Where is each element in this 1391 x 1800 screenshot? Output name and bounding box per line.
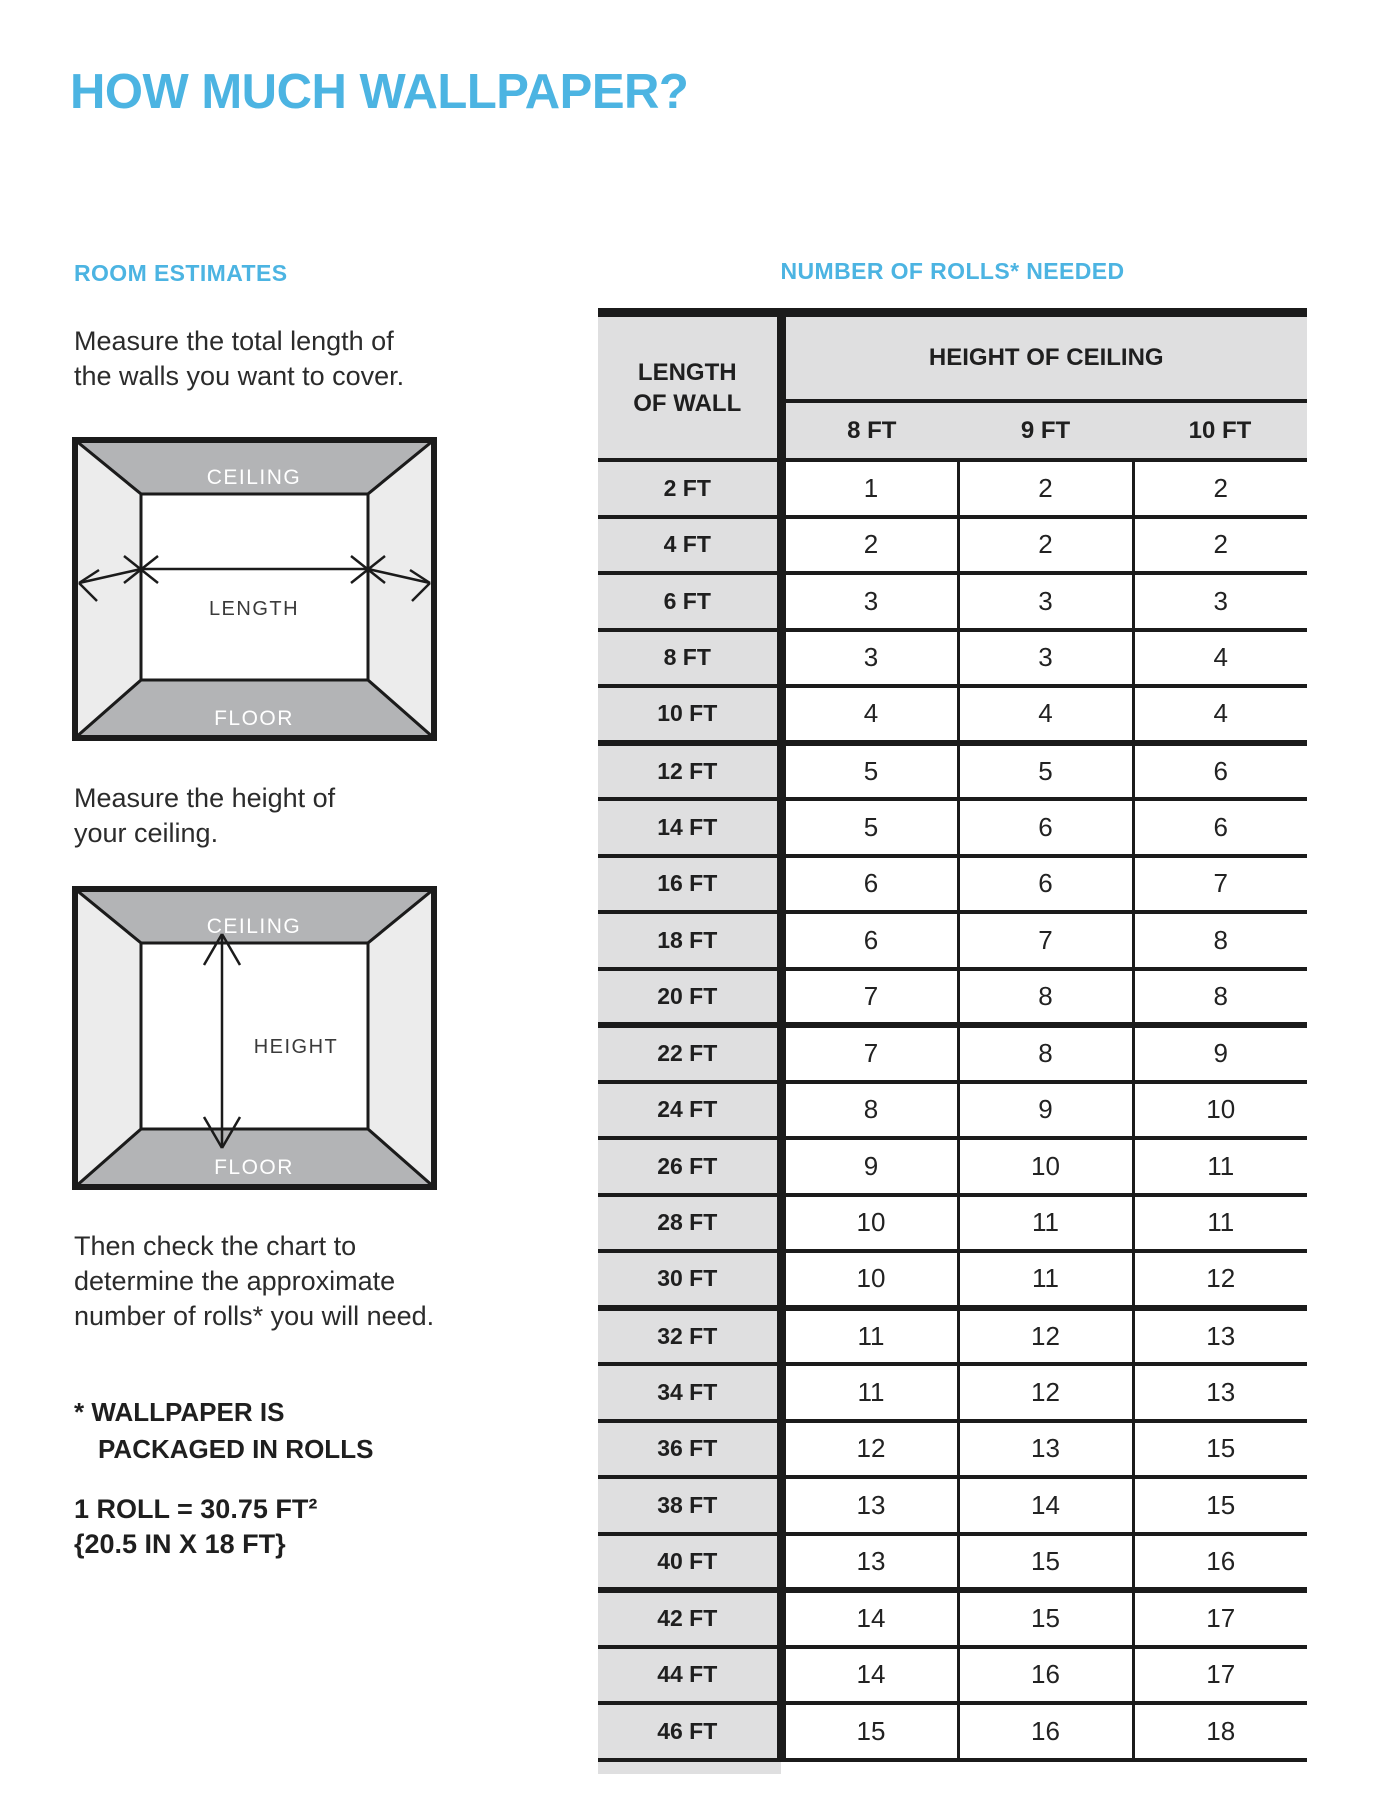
roll-count-cell: 12 xyxy=(781,1421,958,1478)
roll-count-cell: 6 xyxy=(1133,799,1307,856)
roll-count-cell: 15 xyxy=(1133,1477,1307,1534)
roll-count-cell: 18 xyxy=(1133,1703,1307,1760)
table-row xyxy=(598,1308,1307,1365)
table-row xyxy=(598,1534,1307,1591)
instruction-line: Measure the total length of xyxy=(74,326,394,356)
table-row xyxy=(598,1082,1307,1139)
roll-count-cell: 12 xyxy=(958,1364,1133,1421)
wall-length-label: 38 FT xyxy=(598,1477,781,1534)
roll-count-cell: 4 xyxy=(1133,630,1307,687)
roll-count-cell: 5 xyxy=(781,743,958,800)
roll-count-cell: 5 xyxy=(958,743,1133,800)
roll-count-cell: 14 xyxy=(781,1590,958,1647)
roll-count-cell: 1 xyxy=(781,460,958,517)
roll-count-cell: 13 xyxy=(958,1421,1133,1478)
roll-count-cell: 6 xyxy=(958,856,1133,913)
table-row xyxy=(598,799,1307,856)
roll-size-info xyxy=(74,1492,317,1562)
ceiling-label: CEILING xyxy=(206,466,302,489)
roll-count-cell: 17 xyxy=(1133,1647,1307,1704)
roll-count-cell: 13 xyxy=(1133,1364,1307,1421)
table-row xyxy=(598,1590,1307,1647)
roll-count-cell: 6 xyxy=(781,912,958,969)
wall-length-label: 36 FT xyxy=(598,1421,781,1478)
wall-length-label: 12 FT xyxy=(598,743,781,800)
roll-count-cell: 4 xyxy=(1133,686,1307,743)
table-row xyxy=(598,912,1307,969)
wall-length-label: 30 FT xyxy=(598,1251,781,1308)
height-room-diagram xyxy=(72,886,437,1190)
table-row xyxy=(598,1138,1307,1195)
roll-count-cell: 15 xyxy=(958,1534,1133,1591)
wall-length-label: 2 FT xyxy=(598,460,781,517)
table-row xyxy=(598,969,1307,1026)
roll-count-cell: 11 xyxy=(958,1251,1133,1308)
roll-count-cell: 5 xyxy=(781,799,958,856)
table-body xyxy=(598,460,1307,1760)
table-row xyxy=(598,1421,1307,1478)
roll-count-cell: 2 xyxy=(958,517,1133,574)
roll-count-cell: 13 xyxy=(781,1534,958,1591)
roll-count-cell: 17 xyxy=(1133,1590,1307,1647)
roll-count-cell: 8 xyxy=(958,969,1133,1026)
roll-count-cell: 8 xyxy=(781,1082,958,1139)
roll-count-cell: 11 xyxy=(958,1195,1133,1252)
height-of-ceiling-header: HEIGHT OF CEILING xyxy=(781,313,1307,402)
height-label: HEIGHT xyxy=(253,1036,339,1058)
wall-length-label: 34 FT xyxy=(598,1364,781,1421)
roll-count-cell: 16 xyxy=(1133,1534,1307,1591)
back-wall xyxy=(141,494,368,680)
roll-count-cell: 6 xyxy=(781,856,958,913)
table-row xyxy=(598,1703,1307,1760)
wall-length-label: 20 FT xyxy=(598,969,781,1026)
roll-count-cell: 10 xyxy=(958,1138,1133,1195)
roll-count-cell: 3 xyxy=(781,630,958,687)
roll-count-cell: 15 xyxy=(1133,1421,1307,1478)
table-row xyxy=(598,1025,1307,1082)
footnote-line: * WALLPAPER IS xyxy=(74,1397,285,1427)
wall-length-label: 42 FT xyxy=(598,1590,781,1647)
table-row xyxy=(598,1647,1307,1704)
instruction-line: Measure the height of xyxy=(74,783,336,813)
wall-length-label: 40 FT xyxy=(598,1534,781,1591)
wall-length-label: 6 FT xyxy=(598,573,781,630)
table-row xyxy=(598,856,1307,913)
roll-count-cell: 3 xyxy=(781,573,958,630)
floor-label: FLOOR xyxy=(214,1156,294,1179)
table-row xyxy=(598,743,1307,800)
wall-length-label: 14 FT xyxy=(598,799,781,856)
wall-length-label: 44 FT xyxy=(598,1647,781,1704)
roll-count-cell: 11 xyxy=(781,1308,958,1365)
roll-count-cell: 14 xyxy=(781,1647,958,1704)
instruction-line: your ceiling. xyxy=(74,818,219,848)
table-row xyxy=(598,630,1307,687)
roll-count-cell: 9 xyxy=(781,1138,958,1195)
wall-length-label: 24 FT xyxy=(598,1082,781,1139)
roll-count-cell: 7 xyxy=(1133,856,1307,913)
roll-count-cell: 7 xyxy=(781,1025,958,1082)
roll-count-cell: 8 xyxy=(958,1025,1133,1082)
roll-count-cell: 7 xyxy=(958,912,1133,969)
instruction-line: the walls you want to cover. xyxy=(74,361,405,391)
roll-count-cell: 10 xyxy=(781,1195,958,1252)
roll-count-cell: 11 xyxy=(781,1364,958,1421)
page-title: HOW MUCH WALLPAPER? xyxy=(70,65,689,119)
wall-length-label: 8 FT xyxy=(598,630,781,687)
wall-length-label: 32 FT xyxy=(598,1308,781,1365)
roll-count-cell: 8 xyxy=(1133,912,1307,969)
header-line: LENGTH xyxy=(637,358,737,386)
roll-count-cell: 15 xyxy=(958,1590,1133,1647)
wall-length-label: 16 FT xyxy=(598,856,781,913)
roll-count-cell: 8 xyxy=(1133,969,1307,1026)
roll-count-cell: 12 xyxy=(958,1308,1133,1365)
table-row xyxy=(598,686,1307,743)
roll-count-cell: 10 xyxy=(1133,1082,1307,1139)
roll-count-cell: 11 xyxy=(1133,1138,1307,1195)
ceiling-label: CEILING xyxy=(206,915,302,938)
column-header-9ft: 9 FT xyxy=(958,401,1133,460)
column-header-8ft: 8 FT xyxy=(781,401,958,460)
roll-count-cell: 7 xyxy=(781,969,958,1026)
wall-length-label: 28 FT xyxy=(598,1195,781,1252)
length-label: LENGTH xyxy=(208,598,300,620)
roll-count-cell: 4 xyxy=(958,686,1133,743)
roll-size-line: 1 ROLL = 30.75 FT² xyxy=(74,1494,318,1524)
instruction-line: number of rolls* you will need. xyxy=(74,1301,435,1331)
roll-count-cell: 16 xyxy=(958,1647,1133,1704)
table-gray-stub xyxy=(598,1762,781,1774)
room-estimates-heading: ROOM ESTIMATES xyxy=(74,260,288,286)
roll-count-cell: 6 xyxy=(1133,743,1307,800)
column-header-10ft: 10 FT xyxy=(1133,401,1307,460)
header-line: OF WALL xyxy=(633,389,742,417)
instruction-line: Then check the chart to xyxy=(74,1231,357,1261)
roll-count-cell: 10 xyxy=(781,1251,958,1308)
roll-count-cell: 16 xyxy=(958,1703,1133,1760)
table-row xyxy=(598,1195,1307,1252)
table-row xyxy=(598,1477,1307,1534)
roll-count-cell: 4 xyxy=(781,686,958,743)
roll-count-cell: 13 xyxy=(781,1477,958,1534)
rolls-footnote xyxy=(74,1394,373,1468)
instruction-line: determine the approximate xyxy=(74,1266,396,1296)
wall-length-label: 18 FT xyxy=(598,912,781,969)
roll-count-cell: 15 xyxy=(781,1703,958,1760)
roll-count-cell: 3 xyxy=(958,573,1133,630)
roll-count-cell: 2 xyxy=(1133,460,1307,517)
roll-count-cell: 9 xyxy=(958,1082,1133,1139)
wall-length-label: 22 FT xyxy=(598,1025,781,1082)
step2-text xyxy=(74,781,335,851)
roll-count-cell: 11 xyxy=(1133,1195,1307,1252)
wall-length-label: 46 FT xyxy=(598,1703,781,1760)
roll-count-cell: 2 xyxy=(958,460,1133,517)
roll-count-cell: 2 xyxy=(1133,517,1307,574)
wall-length-label: 4 FT xyxy=(598,517,781,574)
floor-label: FLOOR xyxy=(214,707,294,730)
roll-count-cell: 3 xyxy=(958,630,1133,687)
table-row xyxy=(598,573,1307,630)
roll-count-cell: 6 xyxy=(958,799,1133,856)
wall-length-label: 26 FT xyxy=(598,1138,781,1195)
table-row xyxy=(598,1364,1307,1421)
footnote-line: PACKAGED IN ROLLS xyxy=(98,1434,374,1464)
roll-count-cell: 12 xyxy=(1133,1251,1307,1308)
roll-count-cell: 14 xyxy=(958,1477,1133,1534)
rolls-table xyxy=(598,308,1307,1762)
table-row xyxy=(598,1251,1307,1308)
step3-text xyxy=(74,1229,434,1334)
rolls-table-container xyxy=(598,308,1307,1774)
roll-size-line: {20.5 IN X 18 FT} xyxy=(74,1529,286,1559)
roll-count-cell: 13 xyxy=(1133,1308,1307,1365)
length-room-diagram xyxy=(72,437,437,741)
table-row xyxy=(598,517,1307,574)
step1-text xyxy=(74,324,404,394)
length-of-wall-header xyxy=(598,313,781,461)
wall-length-label: 10 FT xyxy=(598,686,781,743)
roll-count-cell: 9 xyxy=(1133,1025,1307,1082)
roll-count-cell: 3 xyxy=(1133,573,1307,630)
rolls-needed-heading: NUMBER OF ROLLS* NEEDED xyxy=(780,258,1125,284)
table-row xyxy=(598,460,1307,517)
roll-count-cell: 2 xyxy=(781,517,958,574)
table-header-row xyxy=(598,313,1307,402)
